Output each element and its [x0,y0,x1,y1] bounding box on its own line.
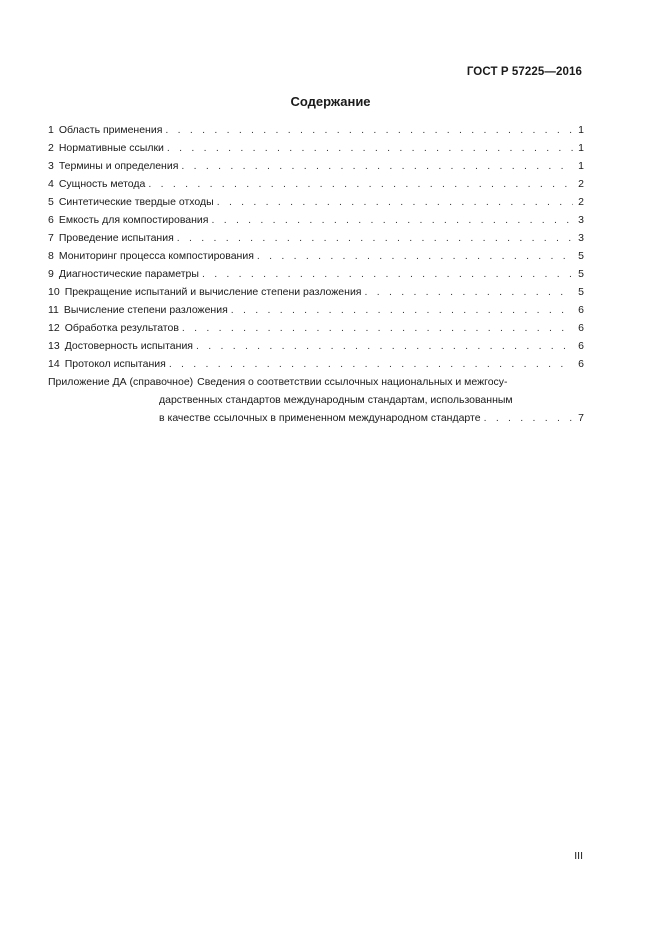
toc-entry-page: 3 [578,214,584,226]
toc-leader-dots [257,247,573,265]
toc-entry-page: 6 [578,304,584,316]
toc-entry-5[interactable] [48,193,584,211]
toc-entry-page: 1 [578,124,584,136]
toc-entry-14[interactable] [48,355,584,373]
toc-entry-12[interactable] [48,319,584,337]
toc-entry-2[interactable] [48,139,584,157]
toc-entry-page: 5 [578,286,584,298]
toc-entry-page: 5 [578,250,584,262]
toc-entry-label: Синтетические твердые отходы [58,196,214,208]
toc-entry-page: 5 [578,268,584,280]
toc-entry-number: 2 [48,142,54,154]
toc-entry-page: 2 [578,196,584,208]
toc-leader-dots [217,193,573,211]
toc-leader-dots [165,121,573,139]
toc-leader-dots [182,319,573,337]
toc-entry-3[interactable] [48,157,584,175]
toc-entry-label: Сущность метода [58,178,146,190]
toc-entry-page: 6 [578,322,584,334]
toc-entry-number: 5 [48,196,54,208]
toc-entry-13[interactable] [48,337,584,355]
toc-entry-label: Проведение испытания [58,232,174,244]
toc-entry-7[interactable] [48,229,584,247]
annex-line-2 [48,391,584,409]
toc-entry-label: Протокол испытания [64,358,166,370]
toc-entry-label: Диагностические параметры [58,268,199,280]
toc-entry-number: 11 [48,304,59,316]
toc-entry-number: 4 [48,178,54,190]
toc-entry-number: 6 [48,214,54,226]
toc-entry-page: 6 [578,358,584,370]
annex-prefix: Приложение ДА (справочное) [48,376,194,388]
toc-entry-number: 10 [48,286,60,298]
toc-entry-number: 7 [48,232,54,244]
toc-annex-entry[interactable] [48,373,584,427]
toc-leader-dots [231,301,573,319]
toc-leader-dots [181,157,573,175]
toc-entry-page: 1 [578,142,584,154]
toc-entry-page: 2 [578,178,584,190]
annex-line-3 [48,409,584,427]
toc-entry-label: Достоверность испытания [64,340,193,352]
toc-leader-dots [196,337,573,355]
toc-entry-9[interactable] [48,265,584,283]
toc-entry-number: 12 [48,322,60,334]
toc-entry-label: Прекращение испытаний и вычисление степени разложения [64,286,362,298]
toc-leader-dots [202,265,573,283]
toc-entry-label: Вычисление степени разложения [63,304,228,316]
annex-title-line-2: дарственных стандартов международным стандартам, использованным [159,394,513,406]
toc-entry-page: 3 [578,232,584,244]
toc-entry-number: 3 [48,160,54,172]
annex-title-line-3: в качестве ссылочных в примененном международном стандарте [159,412,481,424]
document-code: ГОСТ Р 57225—2016 [466,66,582,78]
toc-leader-dots [211,211,573,229]
toc-entry-label: Емкость для компостирования [58,214,209,226]
toc-entry-label: Нормативные ссылки [58,142,164,154]
toc-entry-number: 8 [48,250,54,262]
toc-entry-label: Термины и определения [58,160,179,172]
annex-line-1 [48,373,584,391]
toc-entry-1[interactable] [48,121,584,139]
toc-leader-dots [484,409,573,427]
page-number: III [574,850,583,862]
toc-leader-dots [169,355,573,373]
toc-entry-10[interactable] [48,283,584,301]
toc-title: Содержание [290,94,371,109]
toc-entry-label: Мониторинг процесса компостирования [58,250,254,262]
annex-title-line-1: Сведения о соответствии ссылочных национальных и межгосу- [197,376,508,388]
table-of-contents [48,121,584,427]
toc-leader-dots [167,139,573,157]
toc-entry-8[interactable] [48,247,584,265]
toc-entry-number: 1 [48,124,54,136]
toc-entry-number: 13 [48,340,60,352]
toc-entry-number: 9 [48,268,54,280]
toc-entry-4[interactable] [48,175,584,193]
annex-page: 7 [578,412,584,424]
toc-entry-11[interactable] [48,301,584,319]
toc-leader-dots [177,229,573,247]
toc-entry-number: 14 [48,358,60,370]
toc-entry-label: Область применения [58,124,163,136]
toc-entry-page: 6 [578,340,584,352]
toc-entry-page: 1 [578,160,584,172]
toc-leader-dots [365,283,574,301]
toc-leader-dots [148,175,573,193]
toc-entry-6[interactable] [48,211,584,229]
toc-entry-label: Обработка результатов [64,322,179,334]
